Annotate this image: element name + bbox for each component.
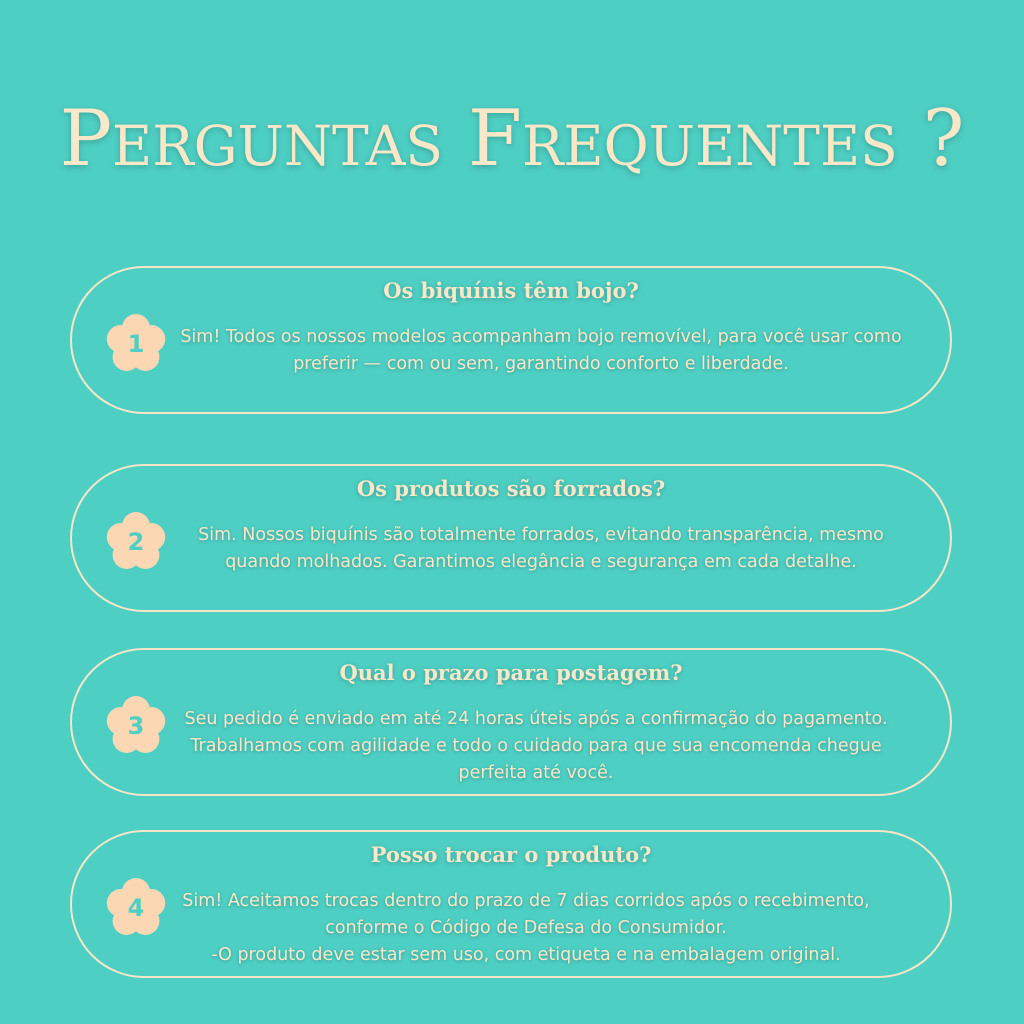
faq-item-1	[70, 266, 952, 414]
faq-answer: Sim. Nossos biquínis são totalmente forrados, evitando transparência, mesmo quando molhados. Garantimos elegância e segurança em cada detalhe.	[198, 525, 884, 572]
faq-item-4	[70, 830, 952, 978]
faq-question: Os produtos são forrados?	[356, 476, 666, 501]
faq-answer-line: Sim! Aceitamos trocas dentro do prazo de 7 dias corridos após o recebimento, conforme o Código de Defesa do Consumidor.	[182, 891, 870, 938]
faq-question: Qual o prazo para postagem?	[339, 660, 683, 685]
page-title: Perguntas Frequentes ?	[59, 94, 965, 184]
faq-item-3	[70, 648, 952, 796]
faq-answer: Sim! Todos os nossos modelos acompanham bojo removível, para você usar como preferir — com ou sem, garantindo conforto e liberdade.	[180, 327, 902, 374]
flower-number-badge	[104, 312, 168, 376]
faq-answer	[142, 888, 910, 969]
faq-answer: Seu pedido é enviado em até 24 horas úteis após a confirmação do pagamento. Trabalhamos com agilidade e todo o cuidado para que sua encomenda chegue perfeita até você.	[184, 709, 888, 783]
faq-item-2	[70, 464, 952, 612]
faq-question: Posso trocar o produto?	[370, 842, 652, 867]
flower-number-badge	[104, 510, 168, 574]
faq-number: 2	[127, 528, 145, 556]
faq-answer-line: -O produto deve estar sem uso, com etiqueta e na embalagem original.	[211, 945, 841, 965]
faq-number: 4	[127, 894, 145, 922]
faq-number: 3	[127, 712, 145, 740]
faq-question: Os biquínis têm bojo?	[383, 278, 639, 303]
faq-number: 1	[127, 330, 145, 358]
flower-number-badge	[104, 694, 168, 758]
